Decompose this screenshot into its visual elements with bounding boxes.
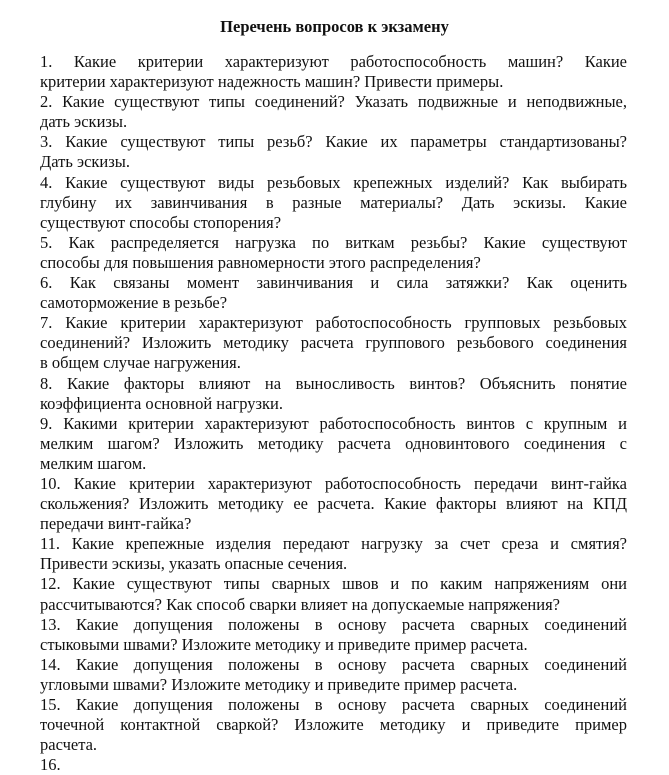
question-line: существуют способы стопорения? [40, 212, 282, 232]
question-item [40, 615, 627, 655]
question-line: 2. Какие существуют типы соединений? Указать подвижные и неподвижные, [40, 92, 627, 112]
question-line: угловыми швами? Изложите методику и приведите пример расчета. [40, 674, 518, 694]
question-item [40, 233, 627, 273]
question-line: точечной контактной сваркой? Изложите методику и приведите пример [40, 715, 627, 735]
question-line: 12. Какие существуют типы сварных швов и по каким напряжениям они [40, 574, 627, 594]
question-line: мелким шагом. [40, 453, 147, 473]
question-line: 1. Какие критерии характеризуют работоспособность машин? Какие [40, 52, 627, 71]
question-item [40, 574, 627, 614]
question-item [40, 132, 627, 172]
question-line: в общем случае нагружения. [40, 353, 241, 373]
question-item [40, 414, 627, 474]
question-line: Дать эскизы. [40, 152, 130, 172]
question-line: 9. Какими критерии характеризуют работоспособность винтов с крупным и [40, 413, 627, 433]
question-line: расчета. [40, 735, 98, 755]
question-line: способы для повышения равномерности этого распределения? [40, 252, 481, 272]
question-item [40, 313, 627, 373]
question-line: соединений? Изложить методику расчета группового резьбового соединения [40, 333, 627, 353]
question-item [40, 655, 627, 695]
question-line: 15. Какие допущения положены в основу расчета сварных соединений [40, 695, 627, 714]
question-line: 14. Какие допущения положены в основу расчета сварных соединений [40, 654, 627, 674]
question-line: 5. Как распределяется нагрузка по виткам резьбы? Какие существуют [40, 232, 627, 252]
question-line: 4. Какие существуют виды резьбовых крепежных изделий? Как выбирать [40, 172, 627, 192]
question-line: дать эскизы. [40, 112, 128, 132]
question-line: самоторможение в резьбе? [40, 293, 228, 313]
question-line: критерии характеризуют надежность машин? Привести примеры. [40, 72, 504, 92]
question-list [40, 52, 627, 775]
question-line: Привести эскизы, указать опасные сечения. [40, 554, 348, 574]
question-item [40, 534, 627, 574]
question-line: 11. Какие крепежные изделия передают нагрузку за счет среза и смятия? [40, 534, 627, 554]
question-line: 7. Какие критерии характеризуют работоспособность групповых резьбовых [40, 313, 627, 333]
question-item [40, 755, 627, 775]
question-line: коэффициента основной нагрузки. [40, 393, 283, 413]
page-title: Перечень вопросов к экзамену [220, 17, 449, 36]
question-item [40, 374, 627, 414]
question-line: 16. [40, 755, 61, 775]
question-line: рассчитываются? Как способ сварки влияет на допускаемые напряжения? [40, 594, 560, 614]
question-line: глубину их завинчивания в разные материалы? Дать эскизы. Какие [40, 192, 627, 212]
question-line: стыковыми швами? Изложите методику и приведите пример расчета. [40, 634, 528, 654]
question-line: 13. Какие допущения положены в основу расчета сварных соединений [40, 614, 627, 634]
question-item [40, 173, 627, 233]
question-item [40, 52, 627, 92]
question-line: 3. Какие существуют типы резьб? Какие их параметры стандартизованы? [40, 132, 627, 152]
question-line: передачи винт-гайка? [40, 514, 192, 534]
question-item [40, 273, 627, 313]
question-line: 6. Как связаны момент завинчивания и сила затяжки? Как оценить [40, 273, 627, 293]
question-item [40, 695, 627, 755]
question-line: мелким шагом? Изложить методику расчета одновинтового соединения с [40, 433, 627, 453]
question-item [40, 92, 627, 132]
question-item [40, 474, 627, 534]
question-line: скольжения? Изложить методику ее расчета. Какие факторы влияют на КПД [40, 494, 627, 514]
question-line: 10. Какие критерии характеризуют работоспособность передачи винт-гайка [40, 473, 627, 493]
question-line: 8. Какие факторы влияют на выносливость винтов? Объяснить понятие [40, 373, 627, 393]
